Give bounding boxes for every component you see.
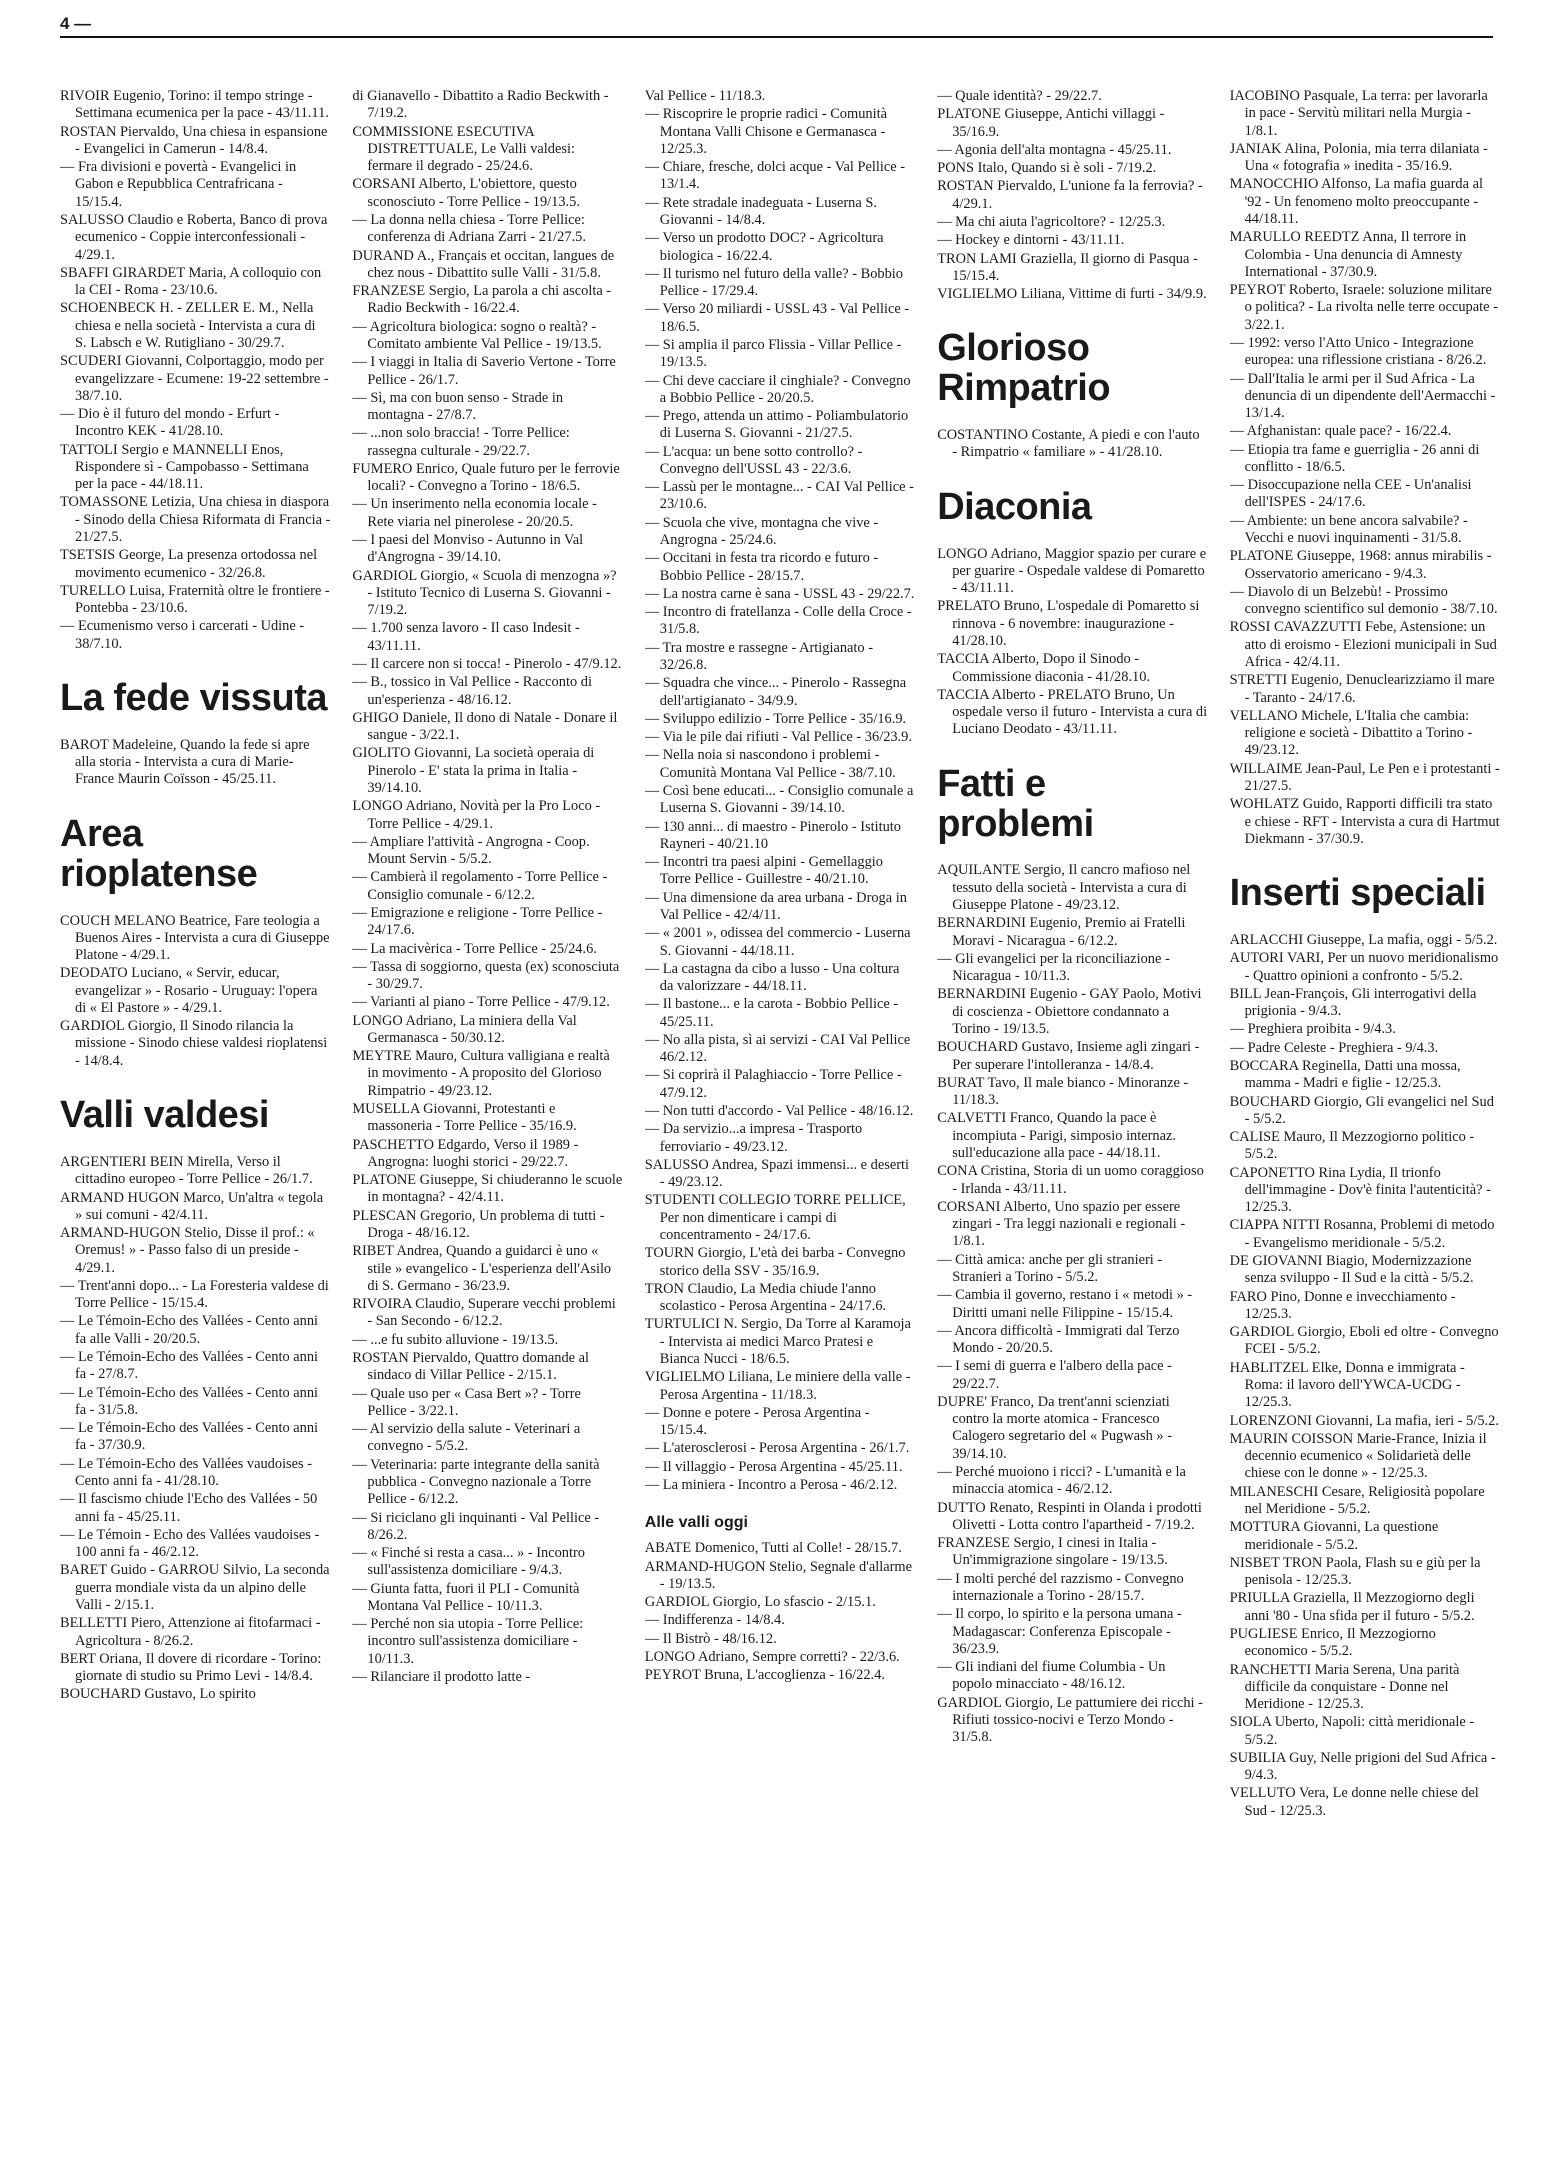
index-entry: TACCIA Alberto, Dopo il Sinodo - Commissione diaconia - 41/28.10. (937, 651, 1151, 685)
index-entry: — Chiare, fresche, dolci acque - Val Pellice - 13/1.4. (644, 159, 906, 193)
index-entry: BERNARDINI Eugenio, Premio ai Fratelli Moravi - Nicaragua - 6/12.2. (937, 915, 1186, 949)
index-entry: — I viaggi in Italia di Saverio Vertone - Torre Pellice - 26/1.7. (352, 354, 616, 388)
index-entry: — Il Bistrò - 48/16.12. (644, 1630, 777, 1647)
index-entry: — « 2001 », odissea del commercio - Luserna S. Giovanni - 44/18.11. (644, 925, 911, 959)
index-entry: — B., tossico in Val Pellice - Racconto di un'esperienza - 48/16.12. (352, 674, 592, 708)
index-entry: — Scuola che vive, montagna che vive - Angrogna - 25/24.6. (644, 514, 879, 549)
index-entry: — No alla pista, sì ai servizi - CAI Val Pellice 46/2.12. (644, 1031, 911, 1066)
index-entry: TURTULICI N. Sergio, Da Torre al Karamoja - Intervista ai medici Marco Pratesi e Bianca Nucci - 18/6.5. (644, 1316, 911, 1367)
index-entry: — Sì, ma con buon senso - Strade in montagna - 27/8.7. (352, 389, 564, 424)
index-entry: TACCIA Alberto - PRELATO Bruno, Un ospedale verso il futuro - Intervista a cura di Luciano Deodato - 43/11.11. (937, 686, 1208, 738)
index-entry: — Afghanistan: quale pace? - 16/22.4. (1229, 423, 1452, 440)
index-entry: CORSANI Alberto, Uno spazio per essere zingari - Tra leggi nazionali e regionali - 1/8.1. (937, 1198, 1186, 1250)
index-entry: ARMAND-HUGON Stelio, Segnale d'allarme - 19/13.5. (644, 1558, 912, 1592)
index-entry: — La nostra carne è sana - USSL 43 - 29/22.7. (644, 585, 915, 602)
index-entry: MUSELLA Giovanni, Protestanti e massoneria - Torre Pellice - 35/16.9. (352, 1101, 577, 1135)
index-entry: GARDIOL Giorgio, Il Sinodo rilancia la missione - Sinodo chiese valdesi rioplatensi - 14/8.4. (60, 1018, 328, 1069)
index-entry: — Dall'Italia le armi per il Sud Africa - La denuncia di un dipendente dell'Aermacchi - 13/1.4. (1229, 370, 1496, 422)
index-entry: STRETTI Eugenio, Denuclearizziamo il mare - Taranto - 24/17.6. (1229, 672, 1495, 706)
index-entry: — Verso 20 miliardi - USSL 43 - Val Pellice - 18/6.5. (644, 301, 910, 335)
index-entry: SALUSSO Andrea, Spazi immensi... e deserti - 49/23.12. (644, 1156, 909, 1191)
index-entry: — Una dimensione da area urbana - Droga in Val Pellice - 42/4/11. (644, 889, 907, 923)
index-entry: — 1992: verso l'Atto Unico - Integrazione europea: una riflessione cristiana - 8/26.2. (1229, 334, 1487, 369)
index-entry: HABLITZEL Elke, Donna e immigrata - Roma: il lavoro dell'YWCA-UCDG - 12/25.3. (1229, 1359, 1465, 1411)
index-entry: GARDIOL Giorgio, Le pattumiere dei ricchi - Rifiuti tossico-nocivi e Terzo Mondo - 31/5.8. (937, 1694, 1203, 1746)
index-entry: ARGENTIERI BEIN Mirella, Verso il cittadino europeo - Torre Pellice - 26/1.7. (60, 1153, 313, 1188)
index-entry: — Il carcere non si tocca! - Pinerolo - 47/9.12. (352, 656, 622, 672)
index-entry: — Si riciclano gli inquinanti - Val Pellice - 8/26.2. (352, 1509, 600, 1543)
index-entry: GARDIOL Giorgio, Eboli ed oltre - Convegno FCEI - 5/5.2. (1229, 1324, 1499, 1358)
index-entry: — Ecumenismo verso i carcerati - Udine - 38/7.10. (60, 618, 305, 652)
index-entry: — Riscoprire le proprie radici - Comunità Montana Valli Chisone e Germanasca - 12/25.3. (644, 106, 887, 157)
index-entry: BOCCARA Reginella, Datti una mossa, mamma - Madri e figlie - 12/25.3. (1229, 1057, 1461, 1092)
index-entry: CONA Cristina, Storia di un uomo coraggioso - Irlanda - 43/11.11. (937, 1163, 1204, 1197)
index-entry: DE GIOVANNI Biagio, Modernizzazione senza sviluppo - Il Sud e la città - 5/5.2. (1229, 1253, 1474, 1287)
index-entry: CIAPPA NITTI Rosanna, Problemi di metodo - Evangelismo meridionale - 5/5.2. (1229, 1217, 1495, 1251)
index-entry: AUTORI VARI, Per un nuovo meridionalismo - Quattro opinioni a confronto - 5/5.2. (1229, 950, 1499, 984)
index-entry: — Cambia il governo, restano i « metodi » - Diritti umani nelle Filippine - 15/15.4. (937, 1287, 1193, 1321)
index-entry: CORSANI Alberto, L'obiettore, questo sconosciuto - Torre Pellice - 19/13.5. (352, 176, 580, 210)
index-entry: — Le Témoin-Echo des Vallées - Cento anni fa alle Valli - 20/20.5. (60, 1313, 319, 1347)
index-entry: BERNARDINI Eugenio - GAY Paolo, Motivi di coscienza - Obiettore condannato a Torino - 19/13.5. (937, 986, 1202, 1038)
index-entry: SIOLA Uberto, Napoli: città meridionale - 5/5.2. (1229, 1714, 1475, 1748)
index-entry: — Il fascismo chiude l'Echo des Vallées - 50 anni fa - 45/25.11. (60, 1491, 318, 1525)
index-entry: — Cambierà il regolamento - Torre Pellice - Consiglio comunale - 6/12.2. (352, 869, 608, 903)
index-entry: TRON LAMI Graziella, Il giorno di Pasqua - 15/15.4. (937, 250, 1198, 284)
index-entry: LONGO Adriano, Sempre corretti? - 22/3.6. (644, 1648, 900, 1665)
index-entry: — Città amica: anche per gli stranieri - Stranieri a Torino - 5/5.2. (937, 1251, 1163, 1285)
index-entry: — Le Témoin-Echo des Vallées - Cento anni fa - 37/30.9. (60, 1420, 319, 1454)
index-entry: — Indifferenza - 14/8.4. (644, 1612, 785, 1629)
index-entry: — Disoccupazione nella CEE - Un'analisi dell'ISPES - 24/17.6. (1229, 477, 1472, 511)
index-entry: — Il turismo nel futuro della valle? - Bobbio Pellice - 17/29.4. (644, 265, 903, 300)
index-entry: PLESCAN Gregorio, Un problema di tutti - Droga - 48/16.12. (352, 1207, 605, 1241)
section-heading: Glorioso Rimpatrio (937, 327, 1111, 410)
index-entry: — 130 anni... di maestro - Pinerolo - Istituto Rayneri - 40/21.10 (644, 818, 901, 852)
index-entry: COMMISSIONE ESECUTIVA DISTRETTUALE, Le Valli valdesi: fermare il degrado - 25/24.6. (352, 123, 575, 175)
index-entry: — Donne e potere - Perosa Argentina - 15/15.4. (644, 1404, 870, 1439)
index-entry: — Ambiente: un bene ancora salvabile? - Vecchi e nuovi inquinamenti - 31/5.8. (1229, 512, 1468, 547)
index-entry: WILLAIME Jean-Paul, Le Pen e i protestanti - 21/27.5. (1229, 760, 1500, 794)
index-entry: FRANZESE Sergio, La parola a chi ascolta - Radio Beckwith - 16/22.4. (352, 283, 612, 317)
index-entry: — Preghiera proibita - 9/4.3. (1229, 1021, 1396, 1038)
index-entry: — Diavolo di un Belzebù! - Prossimo convegno scientifico sul demonio - 38/7.10. (1229, 583, 1498, 618)
index-entry: — Si amplia il parco Flissia - Villar Pellice - 19/13.5. (644, 336, 902, 371)
index-entry: PASCHETTO Edgardo, Verso il 1989 - Angrogna: luoghi storici - 29/22.7. (352, 1136, 579, 1170)
index-entry: CAPONETTO Rina Lydia, Il trionfo dell'immagine - Dov'è finita l'autenticità? - 12/25.3. (1229, 1164, 1491, 1216)
index-entry: TATTOLI Sergio e MANNELLI Enos, Rispondere sì - Campobasso - Settimana per la pace - 44/18.11. (60, 441, 309, 493)
index-entry: DURAND A., Français et occitan, langues de chez nous - Dibattito sulle Valli - 31/5.8. (352, 247, 615, 281)
index-entry: — Quale identità? - 29/22.7. (937, 88, 1102, 104)
index-entry: — Chi deve cacciare il cinghiale? - Convegno a Bobbio Pellice - 20/20.5. (644, 372, 911, 406)
index-entry: — Emigrazione e religione - Torre Pellice - 24/17.6. (352, 904, 603, 939)
index-entry: TOMASSONE Letizia, Una chiesa in diaspora - Sinodo della Chiesa Riformata di Francia - 21/27.5. (60, 494, 331, 546)
index-entry: RIVOIR Eugenio, Torino: il tempo stringe - Settimana ecumenica per la pace - 43/11.11. (60, 88, 329, 122)
index-entry: FUMERO Enrico, Quale futuro per le ferrovie locali? - Convegno a Torino - 18/6.5. (352, 460, 620, 495)
index-entry: ARMAND-HUGON Stelio, Disse il prof.: « Oremus! » - Passo falso di un preside - 4/29.1. (60, 1225, 315, 1276)
index-entry: CALVETTI Franco, Quando la pace è incompiuta - Parigi, simposio internaz. sull'educazione alla pace - 44/18.11. (937, 1110, 1177, 1161)
index-entry: — La donna nella chiesa - Torre Pellice: conferenza di Adriana Zarri - 21/27.5. (352, 211, 586, 246)
index-entry: — Verso un prodotto DOC? - Agricoltura biologica - 16/22.4. (644, 230, 884, 264)
index-entry: ARMAND HUGON Marco, Un'altra « tegola » sui comuni - 42/4.11. (60, 1189, 324, 1223)
index-entry: DUTTO Renato, Respinti in Olanda i prodotti Olivetti - Lotta contro l'apartheid - 7/19.2. (937, 1499, 1202, 1533)
column-3 (645, 88, 915, 2148)
index-entry: VELLANO Michele, L'Italia che cambia: religione e società - Dibattito a Torino - 49/23.12. (1229, 707, 1473, 759)
index-entry: BILL Jean-François, Gli interrogativi della prigionia - 9/4.3. (1229, 985, 1477, 1020)
index-entry: SCHOENBECK H. - ZELLER E. M., Nella chiesa e nella società - Intervista a cura di S. Labsch e W. Rutigliano - 30/29.7. (60, 300, 316, 351)
index-entry: — L'acqua: un bene sotto controllo? - Convegno dell'USSL 43 - 22/3.6. (644, 443, 863, 477)
index-entry: ABATE Domenico, Tutti al Colle! - 28/15.7. (644, 1540, 902, 1557)
index-entry: BARET Guido - GARROU Silvio, La seconda guerra mondiale vista da un alpino delle Valli - 2/15.1. (60, 1562, 330, 1613)
index-entry: — Padre Celeste - Preghiera - 9/4.3. (1229, 1039, 1439, 1056)
index-entry: STUDENTI COLLEGIO TORRE PELLICE, Per non dimenticare i campi di concentramento - 24/17.6. (644, 1192, 906, 1243)
index-entry: — Prego, attenda un attimo - Poliambulatorio di Luserna S. Giovanni - 21/27.5. (644, 408, 909, 442)
section-heading: Valli valdesi (60, 1094, 269, 1137)
index-entry: di Gianavello - Dibattito a Radio Beckwith - 7/19.2. (352, 88, 609, 122)
index-entry: — Da servizio...a impresa - Trasporto ferroviario - 49/23.12. (644, 1121, 863, 1155)
index-entry: — Dio è il futuro del mondo - Erfurt - Incontro KEK - 41/28.10. (60, 406, 280, 440)
index-entry: VIGLIELMO Liliana, Le miniere della valle - Perosa Argentina - 11/18.3. (644, 1369, 911, 1403)
index-entry: PRIULLA Graziella, Il Mezzogiorno degli anni '80 - Una sfida per il futuro - 5/5.2. (1229, 1590, 1475, 1624)
index-entry: — Gli indiani del fiume Columbia - Un popolo minacciato - 48/16.12. (937, 1659, 1166, 1693)
index-entry: MAURIN COISSON Marie-France, Inizia il decennio ecumenico « Solidarietà delle chiese con le donne » - 12/25.3. (1229, 1430, 1487, 1482)
index-entry: GHIGO Daniele, Il dono di Natale - Donare il sangue - 3/22.1. (352, 709, 618, 744)
index-entry: PRELATO Bruno, L'ospedale di Pomaretto si rinnova - 6 novembre: inaugurazione - 41/28.10. (937, 598, 1200, 650)
index-entry: CALISE Mauro, Il Mezzogiorno politico - 5/5.2. (1229, 1129, 1475, 1163)
index-entry: — Rilanciare il prodotto latte - (352, 1669, 531, 1686)
index-entry: — Si coprirà il Palaghiaccio - Torre Pellice - 47/9.12. (644, 1067, 902, 1101)
page-number: 4 — (60, 14, 92, 33)
index-entry: — Incontri tra paesi alpini - Gemellaggio Torre Pellice - Guillestre - 40/21.10. (644, 854, 883, 888)
index-entry: LONGO Adriano, Maggior spazio per curare e per guarire - Ospedale valdese di Pomaretto - 43/11.11. (937, 545, 1207, 597)
index-entry: — Etiopia tra fame e guerriglia - 26 anni di conflitto - 18/6.5. (1229, 441, 1480, 475)
index-entry: MEYTRE Mauro, Cultura valligiana e realtà in movimento - A proposito del Glorioso Rimpatrio - 49/23.12. (352, 1048, 610, 1099)
section-heading: Diaconia (937, 485, 1092, 528)
index-entry: — Il villaggio - Perosa Argentina - 45/25.11. (644, 1458, 903, 1475)
index-entry: — I paesi del Monviso - Autunno in Val d'Angrogna - 39/14.10. (352, 532, 584, 566)
index-entry: TOURN Giorgio, L'età dei barba - Convegno storico della SSV - 35/16.9. (644, 1245, 906, 1279)
index-entry: — Incontro di fratellanza - Colle della Croce - 31/5.8. (644, 604, 912, 638)
index-entry: — Ma chi aiuta l'agricoltore? - 12/25.3. (937, 213, 1166, 230)
index-entry: BOUCHARD Giorgio, Gli evangelici nel Sud - 5/5.2. (1229, 1093, 1494, 1127)
column-2 (352, 88, 622, 2148)
index-entry: DEODATO Luciano, « Servir, educar, evangelizar » - Rosario - Uruguay: l'opera di « El Pastore » - 4/29.1. (60, 965, 318, 1016)
index-entry: — L'aterosclerosi - Perosa Argentina - 26/1.7. (644, 1440, 910, 1457)
index-entry: — Hockey e dintorni - 43/11.11. (937, 232, 1125, 249)
index-entry: MANOCCHIO Alfonso, La mafia guarda al '92 - Un fenomeno molto preoccupante - 44/18.11. (1229, 176, 1483, 227)
index-entry: ROSSI CAVAZZUTTI Febe, Astensione: un atto di eroismo - Elezioni municipali in Sud Africa - 42/4.11. (1229, 619, 1497, 670)
index-entry: ROSTAN Piervaldo, Una chiesa in espansione - Evangelici in Camerun - 14/8.4. (60, 123, 328, 157)
index-entry: PLATONE Giuseppe, Antichi villaggi - 35/16.9. (937, 106, 1165, 140)
column-4 (937, 88, 1207, 2148)
section-heading: Fatti e problemi (937, 762, 1094, 845)
index-entry: — Non tutti d'accordo - Val Pellice - 48/16.12. (644, 1103, 914, 1120)
index-entry: — Fra divisioni e povertà - Evangelici in Gabon e Repubblica Centrafricana - 15/15.4. (60, 159, 297, 210)
index-entry: RIVOIRA Claudio, Superare vecchi problemi - San Secondo - 6/12.2. (352, 1296, 616, 1330)
index-entry: AQUILANTE Sergio, Il cancro mafioso nel tessuto della società - Intervista a cura di Giuseppe Platone - 49/23.12. (937, 862, 1191, 914)
index-entry: COSTANTINO Costante, A piedi e con l'auto - Rimpatrio « familiare » - 41/28.10. (937, 427, 1200, 461)
index-entry: GIOLITO Giovanni, La società operaia di Pinerolo - E' stata la prima in Italia - 39/14.10. (352, 745, 595, 796)
index-entry: BURAT Tavo, Il male bianco - Minoranze - 11/18.3. (937, 1074, 1189, 1109)
index-columns (60, 88, 1500, 2148)
index-entry: — Lassù per le montagne... - CAI Val Pellice - 23/10.6. (644, 479, 914, 513)
index-entry: — Tassa di soggiorno, questa (ex) sconosciuta - 30/29.7. (352, 958, 620, 993)
index-entry: MILANESCHI Cesare, Religiosità popolare nel Meridione - 5/5.2. (1229, 1483, 1485, 1517)
index-entry: — Trent'anni dopo... - La Foresteria valdese di Torre Pellice - 15/15.4. (60, 1277, 329, 1312)
index-entry: MOTTURA Giovanni, La questione meridionale - 5/5.2. (1229, 1519, 1439, 1553)
index-entry: — Perché muoiono i ricci? - L'umanità e la minaccia atomica - 46/2.12. (937, 1464, 1186, 1498)
section-heading: Inserti speciali (1229, 872, 1486, 915)
top-rule (60, 36, 1493, 38)
index-entry: — La macivèrica - Torre Pellice - 25/24.6. (352, 940, 597, 957)
index-entry: — Gli evangelici per la riconciliazione - Nicaragua - 10/11.3. (937, 950, 1170, 985)
index-entry: TURELLO Luisa, Fraternità oltre le frontiere - Pontebba - 23/10.6. (60, 582, 330, 617)
index-entry: — Agricoltura biologica: sogno o realtà? - Comitato ambiente Val Pellice - 19/13.5. (352, 318, 602, 352)
index-entry: — Via le pile dai rifiuti - Val Pellice - 36/23.9. (644, 729, 912, 746)
index-entry: — « Finché si resta a casa... » - Incontro sull'assistenza domiciliare - 9/4.3. (352, 1545, 585, 1579)
index-entry: RIBET Andrea, Quando a guidarci è uno « stile » evangelico - L'esperienza dell'Asilo di S. Germano - 36/23.9. (352, 1243, 612, 1294)
index-entry: PUGLIESE Enrico, Il Mezzogiorno economico - 5/5.2. (1229, 1625, 1436, 1660)
index-entry: PEYROT Bruna, L'accoglienza - 16/22.4. (644, 1667, 885, 1684)
index-entry: JANIAK Alina, Polonia, mia terra dilaniata - Una « fotografia » inedita - 35/16.9. (1229, 140, 1488, 175)
index-entry: GARDIOL Giorgio, « Scuola di menzogna »? - Istituto Tecnico di Luserna S. Giovanni - 7/19.2. (352, 567, 617, 619)
index-entry: LORENZONI Giovanni, La mafia, ieri - 5/5.2. (1229, 1412, 1499, 1429)
index-entry: BERT Oriana, Il dovere di ricordare - Torino: giornate di studio su Primo Levi - 14/8.4. (60, 1650, 322, 1685)
index-entry: NISBET TRON Paola, Flash su e giù per la penisola - 12/25.3. (1229, 1554, 1481, 1589)
index-entry: SUBILIA Guy, Nelle prigioni del Sud Africa - 9/4.3. (1229, 1749, 1496, 1784)
column-5 (1230, 88, 1500, 2148)
index-entry: ARLACCHI Giuseppe, La mafia, oggi - 5/5.2. (1229, 931, 1498, 948)
index-entry: ROSTAN Piervaldo, Quattro domande al sindaco di Villar Pellice - 2/15.1. (352, 1349, 590, 1384)
column-1 (60, 88, 330, 2148)
index-entry: — Il bastone... e la carota - Bobbio Pellice - 45/25.11. (644, 996, 899, 1030)
index-entry: — Così bene educati... - Consiglio comunale a Luserna S. Giovanni - 39/14.10. (644, 782, 914, 817)
index-entry: PLATONE Giuseppe, Si chiuderanno le scuole in montagna? - 42/4.11. (352, 1172, 623, 1206)
index-entry: LONGO Adriano, Novità per la Pro Loco - Torre Pellice - 4/29.1. (352, 798, 601, 832)
index-entry: RANCHETTI Maria Serena, Una parità difficile da conquistare - Donne nel Meridione - 12/25.3. (1229, 1661, 1460, 1713)
index-entry: BAROT Madeleine, Quando la fede si apre alla storia - Intervista a cura di Marie-France Maurin Coïsson - 45/25.11. (60, 736, 310, 788)
index-entry: — La miniera - Incontro a Perosa - 46/2.12. (644, 1476, 898, 1493)
index-entry: — Occitani in festa tra ricordo e futuro - Bobbio Pellice - 28/15.7. (644, 550, 879, 584)
index-entry: DUPRE' Franco, Da trent'anni scienziati contro la morte atomica - Francesco Calogero segretario del « Pugwash » - 39/14.10. (937, 1393, 1172, 1462)
index-entry: — Sviluppo edilizio - Torre Pellice - 35/16.9. (644, 710, 907, 727)
index-entry: IACOBINO Pasquale, La terra: per lavorarla in pace - Servitù militari nella Murgia - 1/8.1. (1229, 88, 1488, 139)
index-entry: TRON Claudio, La Media chiude l'anno scolastico - Perosa Argentina - 24/17.6. (644, 1280, 887, 1315)
index-entry: — Le Témoin - Echo des Vallées vaudoises - 100 anni fa - 46/2.12. (60, 1526, 320, 1561)
index-entry: LONGO Adriano, La miniera della Val Germanasca - 50/30.12. (352, 1012, 577, 1046)
index-entry: FRANZESE Sergio, I cinesi in Italia - Un'immigrazione singolare - 19/13.5. (937, 1535, 1168, 1569)
index-entry: GARDIOL Giorgio, Lo sfascio - 2/15.1. (644, 1594, 876, 1611)
index-entry: — Veterinaria: parte integrante della sanità pubblica - Convegno nazionale a Torre Pellice - 6/12.2. (352, 1456, 600, 1508)
index-entry: — Tra mostre e rassegne - Artigianato - 32/26.8. (644, 639, 874, 673)
index-entry: BOUCHARD Gustavo, Insieme agli zingari - Per superare l'intolleranza - 14/8.4. (937, 1039, 1200, 1073)
index-entry: PEYROT Roberto, Israele: soluzione militare o politica? - La rivolta nelle terre occupate - 3/22.1. (1229, 282, 1498, 333)
index-entry: VELLUTO Vera, Le donne nelle chiese del Sud - 12/25.3. (1229, 1785, 1479, 1819)
index-entry: — Giunta fatta, fuori il PLI - Comunità Montana Val Pellice - 10/11.3. (352, 1580, 580, 1614)
index-entry: BOUCHARD Gustavo, Lo spirito (60, 1686, 256, 1703)
index-entry: ROSTAN Piervaldo, L'unione fa la ferrovia? - 4/29.1. (937, 178, 1203, 212)
index-entry: — Agonia dell'alta montagna - 45/25.11. (937, 141, 1172, 158)
index-entry: WOHLATZ Guido, Rapporti difficili tra stato e chiese - RFT - Intervista a cura di Hartmut Diekmann - 37/30.9. (1229, 796, 1500, 847)
index-entry: — ...non solo braccia! - Torre Pellice: rassegna culturale - 29/22.7. (352, 425, 570, 459)
index-entry: — Ancora difficoltà - Immigrati dal Terzo Mondo - 20/20.5. (937, 1322, 1180, 1357)
index-entry: — Le Témoin-Echo des Vallées vaudoises - Cento anni fa - 41/28.10. (60, 1455, 313, 1489)
index-entry: SCUDERI Giovanni, Colportaggio, modo per evangelizzare - Ecumene: 19-22 settembre - 38/7.10. (60, 353, 329, 404)
index-entry: — ...e fu subito alluvione - 19/13.5. (352, 1331, 559, 1348)
index-entry: — Quale uso per « Casa Bert »? - Torre Pellice - 3/22.1. (352, 1385, 581, 1419)
section-heading: La fede vissuta (60, 677, 328, 719)
index-entry: — Le Témoin-Echo des Vallées - Cento anni fa - 31/5.8. (60, 1384, 319, 1418)
index-entry: — Ampliare l'attività - Angrogna - Coop. Mount Servin - 5/5.2. (352, 833, 590, 868)
subsection-heading: Alle valli oggi (644, 1514, 748, 1532)
index-entry: PLATONE Giuseppe, 1968: annus mirabilis - Osservatorio americano - 9/4.3. (1229, 548, 1492, 582)
index-entry: PONS Italo, Quando si è soli - 7/19.2. (937, 160, 1157, 177)
index-entry: COUCH MELANO Beatrice, Fare teologia a Buenos Aires - Intervista a cura di Giuseppe Platone - 4/29.1. (60, 912, 330, 964)
section-heading: Area rioplatense (60, 812, 258, 895)
index-entry: Val Pellice - 11/18.3. (644, 88, 766, 104)
index-entry: — Rete stradale inadeguata - Luserna S. Giovanni - 14/8.4. (644, 194, 877, 228)
index-entry: FARO Pino, Donne e invecchiamento - 12/25.3. (1229, 1288, 1456, 1322)
index-entry: SBAFFI GIRARDET Maria, A colloquio con la CEI - Roma - 23/10.6. (60, 264, 322, 299)
index-entry: — Un inserimento nella economia locale - Rete viaria nel pinerolese - 20/20.5. (352, 496, 597, 530)
index-entry: BELLETTI Piero, Attenzione ai fitofarmaci - Agricoltura - 8/26.2. (60, 1615, 321, 1649)
index-entry: — Squadra che vince... - Pinerolo - Rassegna dell'artigianato - 34/9.9. (644, 675, 907, 709)
index-entry: MARULLO REEDTZ Anna, Il terrore in Colombia - Una denuncia di Amnesty International - 37/30.9. (1229, 229, 1467, 280)
index-entry: — Il corpo, lo spirito e la persona umana - Madagascar: Conferenza Episcopale - 36/23.9. (937, 1606, 1182, 1657)
index-entry: — I semi di guerra e l'albero della pace - 29/22.7. (937, 1358, 1172, 1392)
index-entry: VIGLIELMO Liliana, Vittime di furti - 34/9.9. (937, 286, 1207, 303)
index-entry: SALUSSO Claudio e Roberta, Banco di prova ecumenico - Coppie interconfessionali - 4/29.1. (60, 211, 328, 263)
index-entry: — Varianti al piano - Torre Pellice - 47/9.12. (352, 994, 610, 1011)
index-entry: — 1.700 senza lavoro - Il caso Indesit - 43/11.11. (352, 620, 580, 654)
index-entry: — Perché non sia utopia - Torre Pellice: incontro sull'assistenza domiciliare - 10/11.3. (352, 1616, 584, 1667)
index-entry: — Le Témoin-Echo des Vallées - Cento anni fa - 27/8.7. (60, 1349, 319, 1383)
index-entry: — Nella noia si nascondono i problemi - Comunità Montana Val Pellice - 38/7.10. (644, 747, 896, 781)
index-entry: TSETSIS George, La presenza ortodossa nel movimento ecumenico - 32/26.8. (60, 547, 318, 581)
index-entry: — La castagna da cibo a lusso - Una coltura da valorizzare - 44/18.11. (644, 960, 900, 995)
index-entry: — Al servizio della salute - Veterinari a convegno - 5/5.2. (352, 1421, 581, 1455)
index-entry: — I molti perché del razzismo - Convegno internazionale a Torino - 28/15.7. (937, 1570, 1184, 1605)
